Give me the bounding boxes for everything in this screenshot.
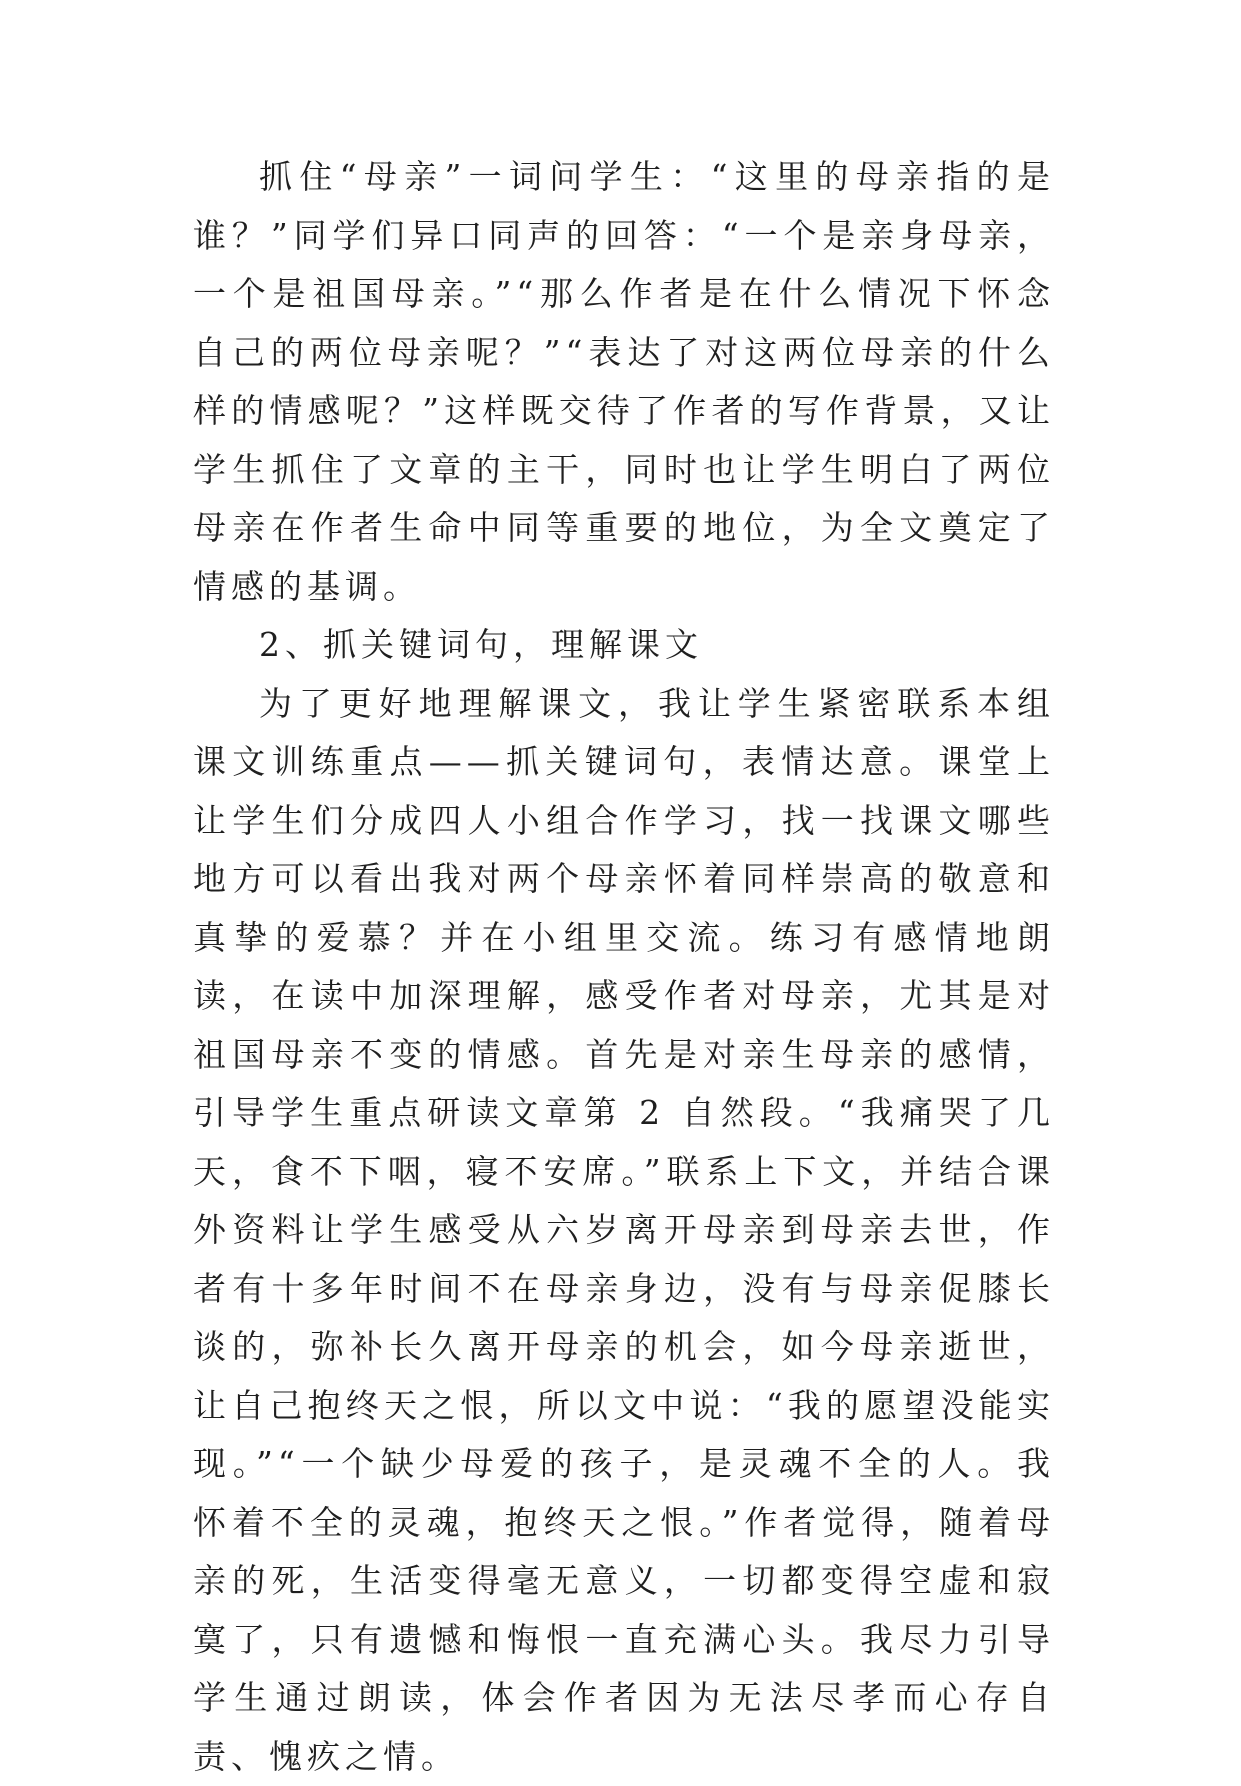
paragraph-mother-question: 抓住“母亲”一词问学生：“这里的母亲指的是谁？”同学们异口同声的回答：“一个是亲身母亲，一个是祖国母亲。”“那么作者是在什么情况下怀念自己的两位母亲呢？”“表达了对这两位母亲的什么样的情感呢？”这样既交待了作者的写作背景，又让学生抓住了文章的主干，同时也让学生明白了两位母亲在作者生命中同等重要的地位，为全文奠定了情感的基调。 (193, 148, 1055, 616)
paragraph-understanding-text: 为了更好地理解课文，我让学生紧密联系本组课文训练重点——抓关键词句，表情达意。课堂上让学生们分成四人小组合作学习，找一找课文哪些地方可以看出我对两个母亲怀着同样崇高的敬意和真挚的爱慕？并在小组里交流。练习有感情地朗读，在读中加深理解，感受作者对母亲，尤其是对祖国母亲不变的情感。首先是对亲生母亲的感情，引导学生重点研读文章第 2 自然段。“我痛哭了几天，食不下咽，寝不安席。”联系上下文，并结合课外资料让学生感受从六岁离开母亲到母亲去世，作者有十多年时间不在母亲身边，没有与母亲促膝长谈的，弥补长久离开母亲的机会，如今母亲逝世，让自己抱终天之恨，所以文中说：“我的愿望没能实现。”“一个缺少母爱的孩子，是灵魂不全的人。我怀着不全的灵魂，抱终天之恨。”作者觉得，随着母亲的死，生活变得毫无意义，一切都变得空虚和寂寞了，只有遗憾和悔恨一直充满心头。我尽力引导学生通过朗读，体会作者因为无法尽孝而心存自责、愧疚之情。 (193, 675, 1055, 1786)
section-heading-key-words: 2、抓关键词句，理解课文 (193, 616, 1055, 675)
document-body (193, 148, 1055, 1786)
